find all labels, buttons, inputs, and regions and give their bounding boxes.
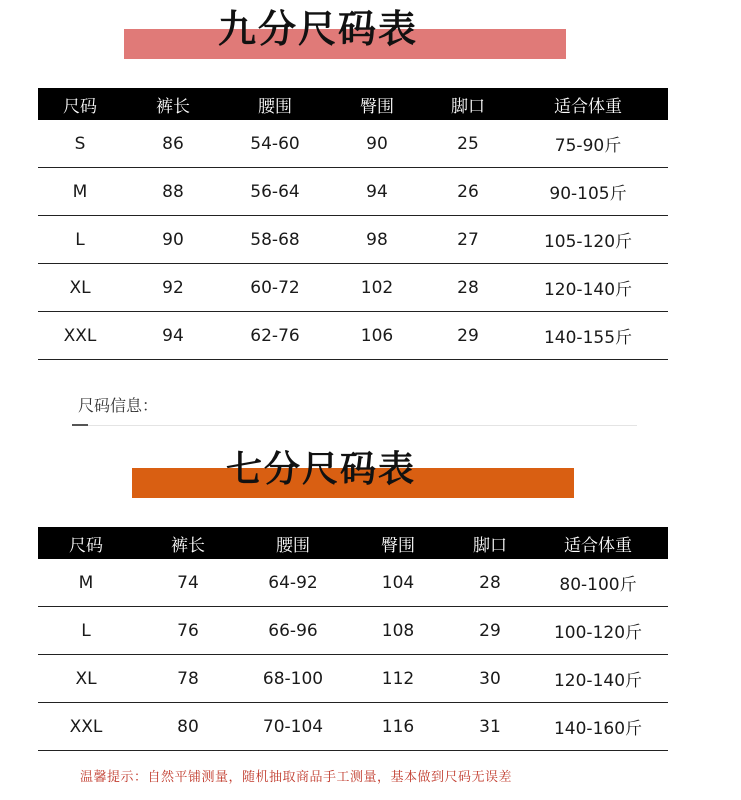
- cell-waist: 68-100: [242, 655, 344, 703]
- cell-size: L: [38, 216, 122, 264]
- cell-weight: 80-100斤: [528, 559, 668, 607]
- table-row: [38, 264, 668, 312]
- cell-size: XL: [38, 655, 134, 703]
- cell-hem: 31: [452, 703, 528, 751]
- table1-header-waist: 腰围: [224, 88, 326, 120]
- cell-hip: 112: [344, 655, 452, 703]
- cell-hem: 28: [452, 559, 528, 607]
- table1-header-weight: 适合体重: [508, 88, 668, 120]
- table1-header-row: [38, 88, 668, 120]
- table-row: [38, 168, 668, 216]
- cell-weight: 105-120斤: [508, 216, 668, 264]
- table-row: [38, 607, 668, 655]
- table-row: [38, 312, 668, 360]
- table2-header-weight: 适合体重: [528, 527, 668, 559]
- table1-title: 九分尺码表: [218, 7, 419, 51]
- table2-title: 七分尺码表: [226, 449, 417, 490]
- cell-weight: 140-160斤: [528, 703, 668, 751]
- cell-hip: 116: [344, 703, 452, 751]
- cell-weight: 75-90斤: [508, 120, 668, 168]
- cell-hem: 26: [428, 168, 508, 216]
- cell-waist: 64-92: [242, 559, 344, 607]
- cell-waist: 70-104: [242, 703, 344, 751]
- table2-header-length: 裤长: [134, 527, 242, 559]
- cell-size: M: [38, 559, 134, 607]
- cell-size: XXL: [38, 703, 134, 751]
- table2-header-hem: 脚口: [452, 527, 528, 559]
- measurement-tips: 温馨提示：自然平铺测量，随机抽取商品手工测量，基本做到尺码无误差: [80, 770, 513, 785]
- size-info-label: 尺码信息：: [78, 396, 159, 415]
- table-row: [38, 216, 668, 264]
- cell-length: 74: [134, 559, 242, 607]
- cell-waist: 56-64: [224, 168, 326, 216]
- cell-hip: 108: [344, 607, 452, 655]
- size-info-dash: [72, 424, 88, 426]
- table1-header-hem: 脚口: [428, 88, 508, 120]
- table2-header-row: [38, 527, 668, 559]
- cell-weight: 90-105斤: [508, 168, 668, 216]
- cell-size: L: [38, 607, 134, 655]
- table2: [38, 527, 668, 751]
- size-info-divider: [72, 425, 637, 426]
- cell-length: 86: [122, 120, 224, 168]
- cell-length: 88: [122, 168, 224, 216]
- cell-size: S: [38, 120, 122, 168]
- table1: [38, 88, 668, 360]
- table-row: [38, 703, 668, 751]
- table-row: [38, 120, 668, 168]
- cell-hip: 98: [326, 216, 428, 264]
- cell-hip: 102: [326, 264, 428, 312]
- cell-hem: 30: [452, 655, 528, 703]
- cell-waist: 66-96: [242, 607, 344, 655]
- cell-length: 78: [134, 655, 242, 703]
- table2-header-size: 尺码: [38, 527, 134, 559]
- table-row: [38, 559, 668, 607]
- cell-length: 90: [122, 216, 224, 264]
- cell-waist: 58-68: [224, 216, 326, 264]
- cell-hip: 106: [326, 312, 428, 360]
- cell-weight: 100-120斤: [528, 607, 668, 655]
- cell-length: 94: [122, 312, 224, 360]
- cell-hem: 28: [428, 264, 508, 312]
- cell-size: XL: [38, 264, 122, 312]
- cell-size: M: [38, 168, 122, 216]
- cell-hip: 90: [326, 120, 428, 168]
- table2-header-hip: 臀围: [344, 527, 452, 559]
- cell-hem: 27: [428, 216, 508, 264]
- cell-size: XXL: [38, 312, 122, 360]
- cell-length: 76: [134, 607, 242, 655]
- cell-hip: 94: [326, 168, 428, 216]
- cell-hip: 104: [344, 559, 452, 607]
- cell-hem: 29: [428, 312, 508, 360]
- cell-hem: 25: [428, 120, 508, 168]
- cell-weight: 120-140斤: [528, 655, 668, 703]
- cell-waist: 60-72: [224, 264, 326, 312]
- table2-header-waist: 腰围: [242, 527, 344, 559]
- table1-header-hip: 臀围: [326, 88, 428, 120]
- cell-waist: 62-76: [224, 312, 326, 360]
- table1-header-size: 尺码: [38, 88, 122, 120]
- cell-weight: 140-155斤: [508, 312, 668, 360]
- cell-length: 80: [134, 703, 242, 751]
- table-row: [38, 655, 668, 703]
- cell-weight: 120-140斤: [508, 264, 668, 312]
- table1-header-length: 裤长: [122, 88, 224, 120]
- cell-waist: 54-60: [224, 120, 326, 168]
- cell-length: 92: [122, 264, 224, 312]
- cell-hem: 29: [452, 607, 528, 655]
